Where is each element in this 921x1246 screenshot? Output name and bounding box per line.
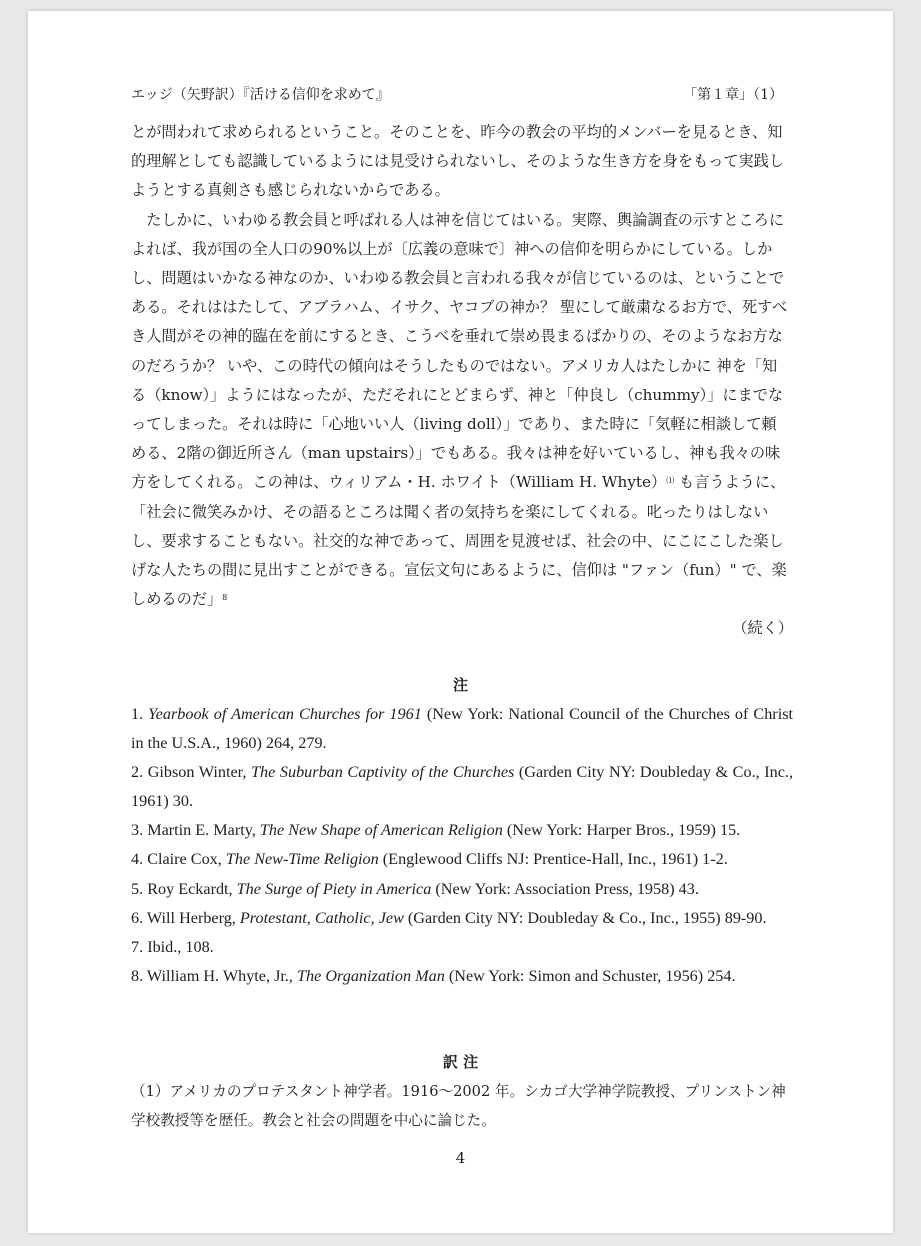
note-book-title: The Suburban Captivity of the Churches: [251, 763, 515, 782]
note-book-title: The New Shape of American Religion: [259, 821, 503, 840]
note-number: 4.: [131, 850, 148, 869]
note-author: Roy Eckardt,: [147, 879, 237, 898]
note-book-title: Protestant, Catholic, Jew: [239, 908, 404, 927]
note-number: 2.: [131, 763, 148, 782]
note-number: 8.: [131, 966, 147, 985]
footnote-ref: 8: [222, 593, 228, 603]
note-publication: (New York: National Council of the Churches of Christ in the U.S.A., 1960) 264, 279.: [131, 705, 793, 753]
note-author: Ibid., 108.: [147, 937, 214, 956]
note-number: 1.: [131, 705, 149, 723]
note-book-title: Yearbook of American Churches for 1961: [148, 705, 422, 723]
note-item: [131, 962, 793, 991]
note-author: Martin E. Marty,: [147, 821, 260, 840]
note-item: [131, 933, 793, 962]
translator-notes-text: （1）アメリカのプロテスタント神学者。1916～2002 年。シカゴ大学神学院教授、プリンストン神学校教授等を歴任。教会と社会の問題を中心に論じた。: [131, 1083, 786, 1129]
notes-heading: 注: [452, 676, 468, 694]
note-author: Will Herberg,: [146, 908, 240, 927]
note-number: 6.: [131, 908, 147, 927]
note-number: 5.: [131, 879, 148, 898]
note-number: 7.: [131, 937, 148, 956]
note-publication: (Garden City NY: Doubleday & Co., Inc., 1955) 89-90.: [403, 908, 767, 927]
note-publication: (New York: Association Press, 1958) 43.: [431, 879, 699, 898]
note-item: [131, 875, 793, 904]
note-author: Claire Cox,: [147, 850, 226, 869]
note-publication: (Garden City NY: Doubleday & Co., Inc., 1961) 30.: [131, 763, 793, 811]
note-book-title: The Surge of Piety in America: [236, 879, 432, 898]
note-author: Gibson Winter,: [147, 763, 252, 782]
translator-note-ref: ⑴: [666, 476, 675, 486]
note-item: [131, 845, 793, 874]
note-item: [131, 904, 793, 933]
translator-notes-heading: 訳 注: [442, 1053, 479, 1071]
note-item: [131, 816, 793, 845]
note-publication: (New York: Simon and Schuster, 1956) 254.: [444, 966, 736, 985]
note-item: [131, 700, 793, 758]
note-item: [131, 758, 793, 816]
note-book-title: The Organization Man: [297, 966, 445, 985]
main-text: [131, 118, 791, 644]
note-publication: (New York: Harper Bros., 1959) 15.: [502, 821, 741, 840]
paragraph-main-text-b: も言うように、「社会に微笑みかけ、その語るところは聞く者の気持ちを楽にしてくれる。叱ったりはしないし、要求することもない。社交的な神であって、周囲を見渡せば、社会の中、にこにこした楽しげな人たちの間に見出すことができる。宣伝文句にあるように、信仰は "ファン（fun）" で、楽しめるのだ」: [131, 473, 787, 609]
note-book-title: The New-Time Religion: [225, 850, 379, 869]
note-publication: (Englewood Cliffs NJ: Prentice-Hall, Inc., 1961) 1-2.: [378, 850, 728, 869]
running-header-title: エッジ（矢野訳）『活ける信仰を求めて』: [131, 87, 390, 103]
notes-list: [131, 700, 793, 991]
document-page: [28, 11, 893, 1233]
continued-label: （続く）: [732, 619, 793, 638]
paragraph-continuation: とが問われて求められるということ。そのことを、昨今の教会の平均的メンバーを見るとき、知的理解としても認識しているようには見受けられないし、そのような生き方を身をもって実践しようとする真剣さも感じられないからである。: [131, 123, 785, 200]
note-number: 3.: [131, 821, 148, 840]
paragraph-main: [131, 206, 791, 615]
page-number: 4: [455, 1149, 466, 1167]
note-author: William H. Whyte, Jr.,: [146, 966, 298, 985]
running-header-chapter: 「第１章」（1）: [683, 87, 783, 103]
paragraph-main-text-a: たしかに、いわゆる教会員と呼ばれる人は神を信じてはいる。実際、輿論調査の示すところによれば、我が国の全人口の90%以上が〔広義の意味で〕神への信仰を明らかにしている。しかし、問題はいかなる神なのか、いわゆる教会員と言われる我々が信じているのは、ということである。それははたして、アブラハム、イサク、ヤコブの神か？ 聖にして厳粛なるお方で、死すべき人間がその神的臨在を前にするとき、こうべを垂れて崇め畏まるばかりの、そのようなお方なのだろうか？ いや、この時代の傾向はそうしたものではない。アメリカ人はたしかに 神を「知る（know）」ようにはなったが、ただそれにとどまらず、神と「仲良し（chummy）」にまでなってしまった。それは時に「心地いい人（living doll）」であり、また時に「気軽に相談して頼める、2階の御近所さん（man upstairs）」でもある。我々は神を好いているし、神も我々の味方をしてくれる。この神は、ウィリアム・H. ホワイト（William H. Whyte）: [131, 210, 788, 492]
